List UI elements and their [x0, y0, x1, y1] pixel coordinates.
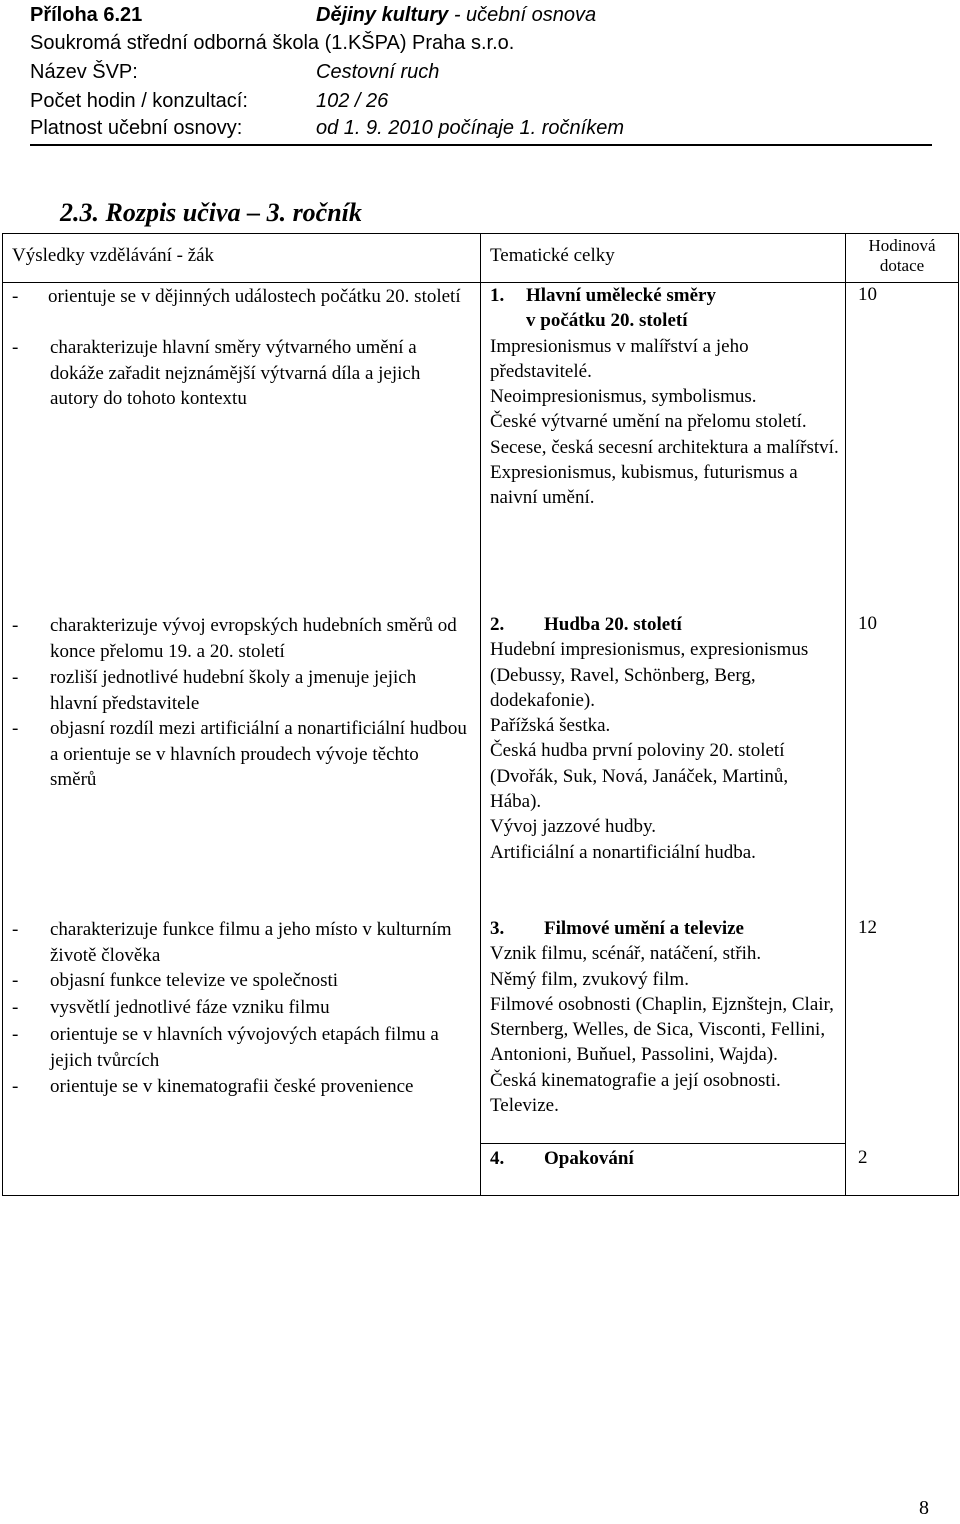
topic-line: Artificiální a nonartificiální hudba. — [490, 841, 756, 863]
topic-line: Televize. — [490, 1095, 559, 1117]
col-header-topics: Tematické celky — [490, 245, 615, 266]
header-divider — [30, 144, 932, 146]
topic-line: Neoimpresionismus, symbolismus. — [490, 386, 757, 408]
result-item: - orientuje se v hlavních vývojových etapách filmu a jejich tvůrcích — [12, 1024, 439, 1071]
topic-line: Česká hudba první poloviny 20. století (Dvořák, Suk, Nová, Janáček, Martinů, Hába). — [490, 740, 789, 813]
topic-line: Němý film, zvukový film. — [490, 968, 689, 990]
result-item: - charakterizuje vývoj evropských hudebních směrů od konce přelomu 19. a 20. století — [12, 615, 457, 662]
subject-title — [316, 2, 596, 28]
section-title: 2.3. Rozpis učiva – 3. ročník — [60, 198, 362, 227]
table-col-divider-2 — [845, 233, 846, 1196]
result-item: - objasní funkce televize ve společnosti — [12, 970, 339, 991]
topic-4-divider — [480, 1143, 845, 1144]
page-number: 8 — [919, 1497, 929, 1519]
topic-block-2 — [490, 612, 840, 865]
result-item: - orientuje se v dějinných událostech počátku 20. století — [12, 286, 461, 307]
topic-line: Expresionismus, kubismus, futurismus a naivní umění. — [490, 462, 798, 509]
col-header-hours-line2: dotace — [879, 256, 925, 275]
svp-label: Název ŠVP: — [30, 61, 138, 83]
result-item: - rozliší jednotlivé hudební školy a jmenuje jejich hlavní představitele — [12, 667, 417, 714]
topic-heading: 2. Hudba 20. století — [490, 614, 682, 635]
hours-value: 12 — [858, 917, 877, 938]
subject-name: Dějiny kultury — [316, 4, 449, 26]
hours-value: 10 — [858, 284, 877, 305]
topic-line: Hudební impresionismus, expresionismus (Debussy, Ravel, Schönberg, Berg, dodekafonie). — [490, 639, 809, 711]
topic-line: Filmové osobnosti (Chaplin, Ejznštejn, Clair, Sternberg, Welles, de Sica, Visconti, Fellini, Antonioni, Buňuel, Passolini, Wajda). — [490, 993, 834, 1066]
hours-label: Počet hodin / konzultací: — [30, 90, 248, 112]
hours-value: 10 — [858, 613, 877, 634]
col-header-hours-line1: Hodinová — [868, 236, 936, 255]
topic-line: Vývoj jazzové hudby. — [490, 816, 657, 838]
table-border-right — [958, 233, 959, 1196]
school-name: Soukromá střední odborná škola (1.KŠPA) Praha s.r.o. — [30, 32, 515, 54]
result-item: - charakterizuje funkce filmu a jeho místo v kulturním životě člověka — [12, 919, 452, 966]
result-item: - objasní rozdíl mezi artificiální a nonartificiální hudbou a orientuje se v hlavních proudech vývoje těchto směrů — [12, 718, 467, 790]
table-col-divider-1 — [480, 233, 481, 1196]
col-header-results: Výsledky vzdělávání - žák — [12, 245, 215, 266]
subject-suffix: - učební osnova — [453, 4, 597, 26]
topic-line: Česká kinematografie a její osobnosti. — [490, 1069, 781, 1091]
topic-heading: 4. Opakování — [490, 1148, 634, 1169]
topic-heading: 1. Hlavní umělecké směry — [490, 285, 716, 306]
topic-line: Pařížská šestka. — [490, 715, 611, 737]
result-item: - orientuje se v kinematografii české provenience — [12, 1076, 414, 1097]
attachment-label: Příloha 6.21 — [30, 4, 143, 26]
topic-line: České výtvarné umění na přelomu století. — [490, 411, 807, 433]
topic-block-4 — [490, 1146, 840, 1171]
result-item: - charakterizuje hlavní směry výtvarného umění a dokáže zařadit nejznámější výtvarná díla a jejich autory do tohoto kontextu — [12, 337, 421, 409]
validity-label: Platnost učební osnovy: — [30, 117, 243, 139]
topic-line: Vznik filmu, scénář, natáčení, střih. — [490, 943, 762, 965]
topic-block-3 — [490, 916, 840, 1118]
topic-heading-2: v počátku 20. století — [526, 310, 688, 332]
svp-value: Cestovní ruch — [316, 61, 440, 83]
topic-heading: 3. Filmové umění a televize — [490, 918, 744, 939]
hours-value: 102 / 26 — [316, 90, 389, 112]
topic-line: Impresionismus v malířství a jeho představitelé. — [490, 335, 749, 382]
topic-line: Secese, česká secesní architektura a malířství. — [490, 436, 839, 458]
hours-value: 2 — [858, 1147, 868, 1168]
col-header-hours — [846, 236, 958, 276]
validity-value: od 1. 9. 2010 počínaje 1. ročníkem — [316, 117, 624, 139]
topic-block-1 — [490, 283, 840, 511]
table-border-left — [2, 233, 3, 1196]
result-item: - vysvětlí jednotlivé fáze vzniku filmu — [12, 997, 330, 1018]
